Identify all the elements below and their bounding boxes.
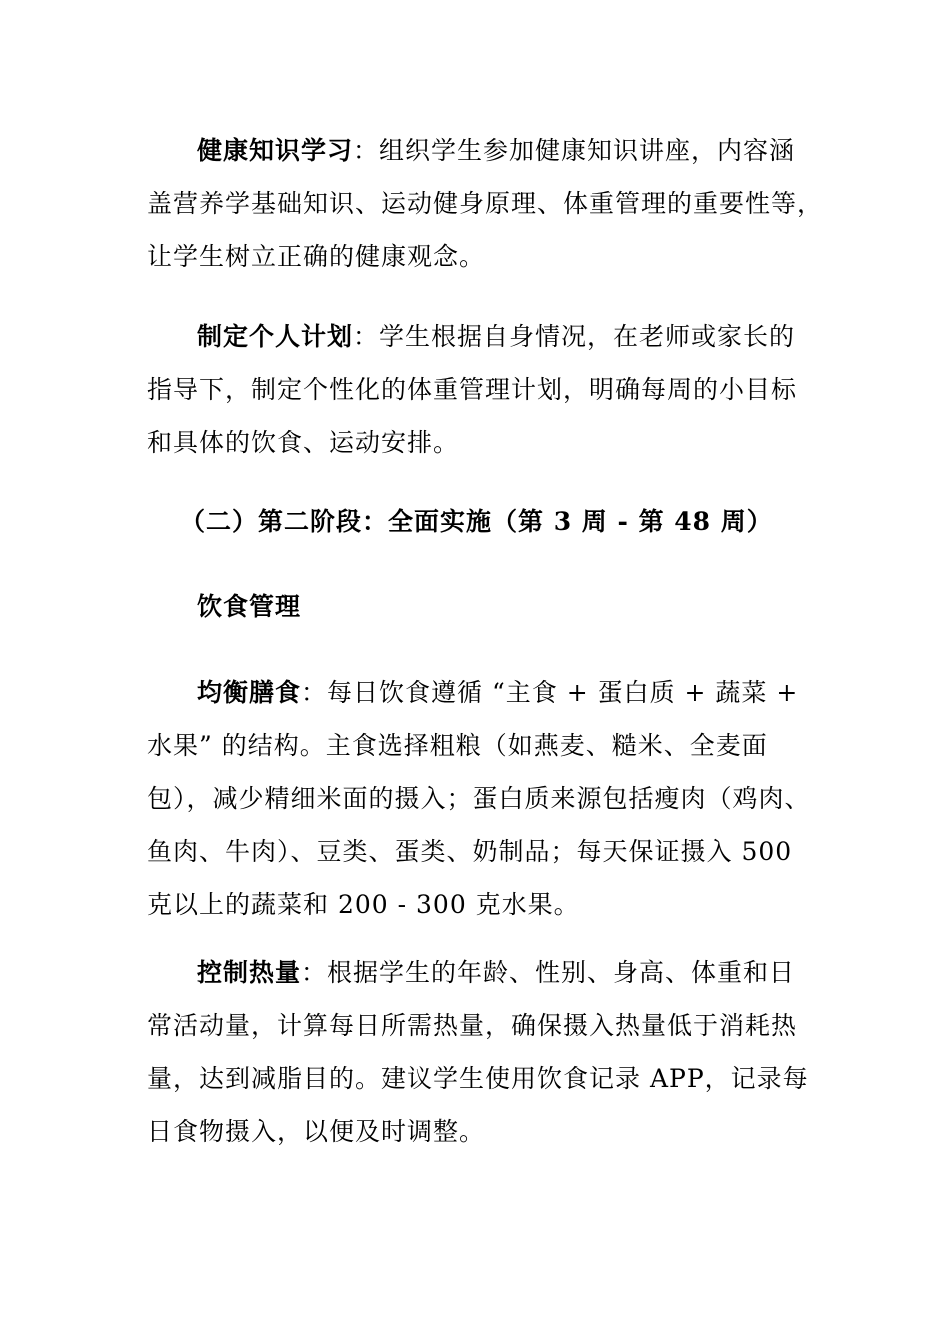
paragraph-line: ：组织学生参加健康知识讲座，内容涵 bbox=[353, 136, 796, 165]
paragraph-line: 包），减少精细米面的摄入；蛋白质来源包括瘦肉（鸡肉、 bbox=[147, 784, 811, 813]
paragraph-line: 鱼肉、牛肉）、豆类、蛋类、奶制品；每天保证摄入 500 bbox=[147, 837, 793, 866]
paragraph-line: ：根据学生的年龄、性别、身高、体重和日 bbox=[301, 958, 796, 987]
paragraph-line: 盖营养学基础知识、运动健身原理、体重管理的重要性等， bbox=[147, 189, 824, 218]
section-heading-stage-two: （二）第二阶段：全面实施（第 3 周 - 第 48 周） bbox=[180, 507, 773, 536]
paragraph-line: ：每日饮食遵循 “主食 + 蛋白质 + 蔬菜 + bbox=[301, 678, 799, 707]
paragraph-health-knowledge bbox=[147, 124, 824, 283]
paragraph-line: 指导下，制定个性化的体重管理计划，明确每周的小目标 bbox=[147, 375, 798, 404]
paragraph-lead: 控制热量 bbox=[197, 958, 302, 987]
paragraph-lead: 均衡膳食 bbox=[197, 678, 302, 707]
paragraph-line: 水果” 的结构。主食选择粗粮（如燕麦、糙米、全麦面 bbox=[147, 731, 768, 760]
paragraph-line: 让学生树立正确的健康观念。 bbox=[147, 242, 486, 271]
paragraph-line: 常活动量，计算每日所需热量，确保摄入热量低于消耗热 bbox=[147, 1011, 798, 1040]
subsection-heading-diet-management: 饮食管理 bbox=[197, 592, 302, 621]
paragraph-lead: 健康知识学习 bbox=[197, 136, 354, 165]
paragraph-calorie-control bbox=[147, 946, 807, 1158]
paragraph-personal-plan bbox=[147, 310, 807, 469]
paragraph-balanced-diet bbox=[147, 666, 811, 931]
paragraph-line: 克以上的蔬菜和 200 - 300 克水果。 bbox=[147, 890, 580, 919]
paragraph-line: 量，达到减脂目的。建议学生使用饮食记录 APP，记录每 bbox=[147, 1064, 809, 1093]
paragraph-lead: 制定个人计划 bbox=[197, 322, 354, 351]
paragraph-line: 日食物摄入，以便及时调整。 bbox=[147, 1117, 486, 1146]
paragraph-line: 和具体的饮食、运动安排。 bbox=[147, 428, 460, 457]
paragraph-line: ：学生根据自身情况，在老师或家长的 bbox=[353, 322, 796, 351]
